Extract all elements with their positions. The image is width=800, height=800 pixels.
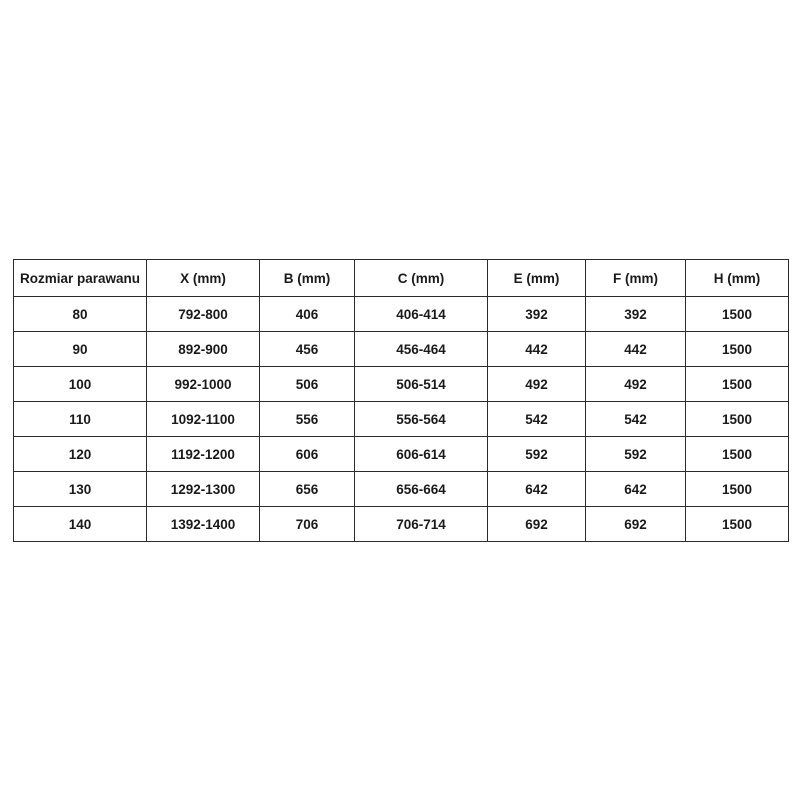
table-cell: 592 bbox=[488, 437, 586, 472]
specification-table-container bbox=[13, 259, 788, 542]
table-cell: 1500 bbox=[686, 332, 789, 367]
table-row bbox=[14, 472, 789, 507]
table-row bbox=[14, 367, 789, 402]
table-cell: 542 bbox=[586, 402, 686, 437]
table-cell: 456 bbox=[260, 332, 355, 367]
column-header-c: C (mm) bbox=[355, 260, 488, 297]
table-cell: 642 bbox=[488, 472, 586, 507]
specification-table bbox=[13, 259, 789, 542]
table-cell: 456-464 bbox=[355, 332, 488, 367]
column-header-rozmiar-parawanu: Rozmiar parawanu bbox=[14, 260, 147, 297]
table-cell: 556 bbox=[260, 402, 355, 437]
table-row bbox=[14, 402, 789, 437]
column-header-f: F (mm) bbox=[586, 260, 686, 297]
table-cell: 992-1000 bbox=[147, 367, 260, 402]
table-cell: 692 bbox=[488, 507, 586, 542]
table-cell: 442 bbox=[488, 332, 586, 367]
table-cell: 892-900 bbox=[147, 332, 260, 367]
table-cell: 90 bbox=[14, 332, 147, 367]
column-header-h: H (mm) bbox=[686, 260, 789, 297]
table-cell: 542 bbox=[488, 402, 586, 437]
table-cell: 1092-1100 bbox=[147, 402, 260, 437]
table-cell: 1500 bbox=[686, 297, 789, 332]
table-cell: 392 bbox=[586, 297, 686, 332]
table-cell: 406 bbox=[260, 297, 355, 332]
table-cell: 140 bbox=[14, 507, 147, 542]
table-cell: 656-664 bbox=[355, 472, 488, 507]
table-cell: 1500 bbox=[686, 507, 789, 542]
table-cell: 506 bbox=[260, 367, 355, 402]
table-cell: 492 bbox=[488, 367, 586, 402]
table-cell: 792-800 bbox=[147, 297, 260, 332]
table-cell: 392 bbox=[488, 297, 586, 332]
table-cell: 606-614 bbox=[355, 437, 488, 472]
table-cell: 406-414 bbox=[355, 297, 488, 332]
table-row bbox=[14, 297, 789, 332]
table-body bbox=[14, 297, 789, 542]
table-cell: 120 bbox=[14, 437, 147, 472]
table-cell: 592 bbox=[586, 437, 686, 472]
table-cell: 1500 bbox=[686, 402, 789, 437]
table-cell: 642 bbox=[586, 472, 686, 507]
table-cell: 130 bbox=[14, 472, 147, 507]
table-row bbox=[14, 332, 789, 367]
table-header-row bbox=[14, 260, 789, 297]
table-cell: 706-714 bbox=[355, 507, 488, 542]
table-cell: 1392-1400 bbox=[147, 507, 260, 542]
table-cell: 692 bbox=[586, 507, 686, 542]
table-cell: 100 bbox=[14, 367, 147, 402]
column-header-e: E (mm) bbox=[488, 260, 586, 297]
table-cell: 80 bbox=[14, 297, 147, 332]
table-header bbox=[14, 260, 789, 297]
table-cell: 1192-1200 bbox=[147, 437, 260, 472]
table-cell: 506-514 bbox=[355, 367, 488, 402]
table-cell: 556-564 bbox=[355, 402, 488, 437]
table-cell: 1292-1300 bbox=[147, 472, 260, 507]
table-cell: 606 bbox=[260, 437, 355, 472]
table-cell: 1500 bbox=[686, 367, 789, 402]
table-cell: 492 bbox=[586, 367, 686, 402]
table-cell: 1500 bbox=[686, 472, 789, 507]
table-cell: 1500 bbox=[686, 437, 789, 472]
table-cell: 110 bbox=[14, 402, 147, 437]
column-header-x: X (mm) bbox=[147, 260, 260, 297]
table-cell: 442 bbox=[586, 332, 686, 367]
table-cell: 656 bbox=[260, 472, 355, 507]
column-header-b: B (mm) bbox=[260, 260, 355, 297]
table-row bbox=[14, 507, 789, 542]
table-cell: 706 bbox=[260, 507, 355, 542]
table-row bbox=[14, 437, 789, 472]
